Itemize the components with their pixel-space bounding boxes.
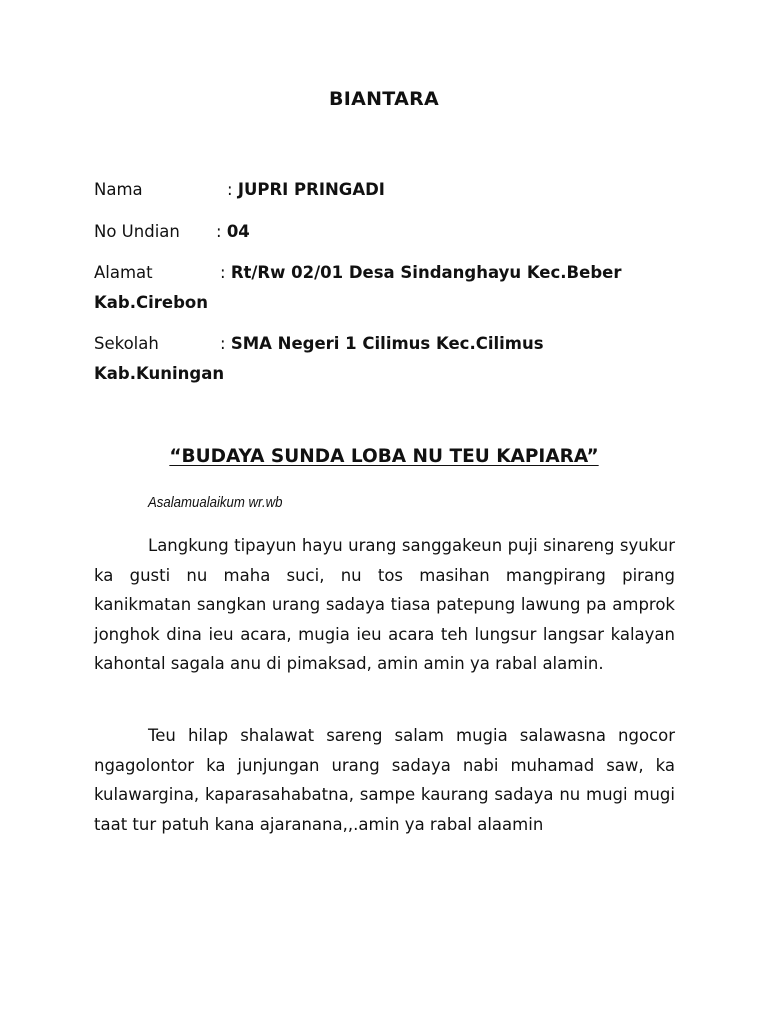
field-alamat-label: Alamat: [94, 263, 153, 282]
field-alamat: [94, 258, 674, 318]
field-no-undian-label: No Undian: [94, 222, 180, 241]
field-sekolah-label: Sekolah: [94, 334, 159, 353]
document-title: BIANTARA: [328, 88, 440, 110]
field-alamat-colon: :: [220, 263, 226, 282]
speech-heading: “BUDAYA SUNDA LOBA NU TEU KAPIARA”: [169, 446, 599, 467]
field-sekolah-colon: :: [220, 334, 226, 353]
field-nama: [94, 175, 674, 205]
field-no-undian-colon: :: [216, 222, 222, 241]
field-nama-value: JUPRI PRINGADI: [237, 180, 385, 199]
paragraph-2: Teu hilap shalawat sareng salam mugia salawasna ngocor ngagolontor ka junjungan urang sadaya nabi muhamad saw, ka kulawargina, kaparasahabatna, sampe kaurang sadaya nu mugi mugi taat tur patuh kana ajaranana,,.amin ya rabal alaamin: [94, 726, 675, 834]
field-no-undian: [94, 217, 674, 247]
field-sekolah: [94, 329, 674, 389]
field-sekolah-value: SMA Negeri 1 Cilimus Kec.Cilimus Kab.Kuningan: [94, 334, 544, 383]
field-nama-colon: :: [227, 180, 233, 199]
greeting: Asalamualaikum wr.wb: [148, 494, 283, 511]
paragraph-1: Langkung tipayun hayu urang sanggakeun puji sinareng syukur ka gusti nu maha suci, nu tos masihan mangpirang pirang kanikmatan sangkan urang sadaya tiasa patepung lawung pa amprok jonghok dina ieu acara, mugia ieu acara teh lungsur langsar kalayan kahontal sagala anu di pimaksad, amin amin ya rabal alamin.: [94, 536, 675, 674]
field-alamat-value: Rt/Rw 02/01 Desa Sindanghayu Kec.Beber Kab.Cirebon: [94, 263, 622, 312]
field-no-undian-value: 04: [226, 222, 250, 241]
field-nama-label: Nama: [94, 180, 143, 199]
